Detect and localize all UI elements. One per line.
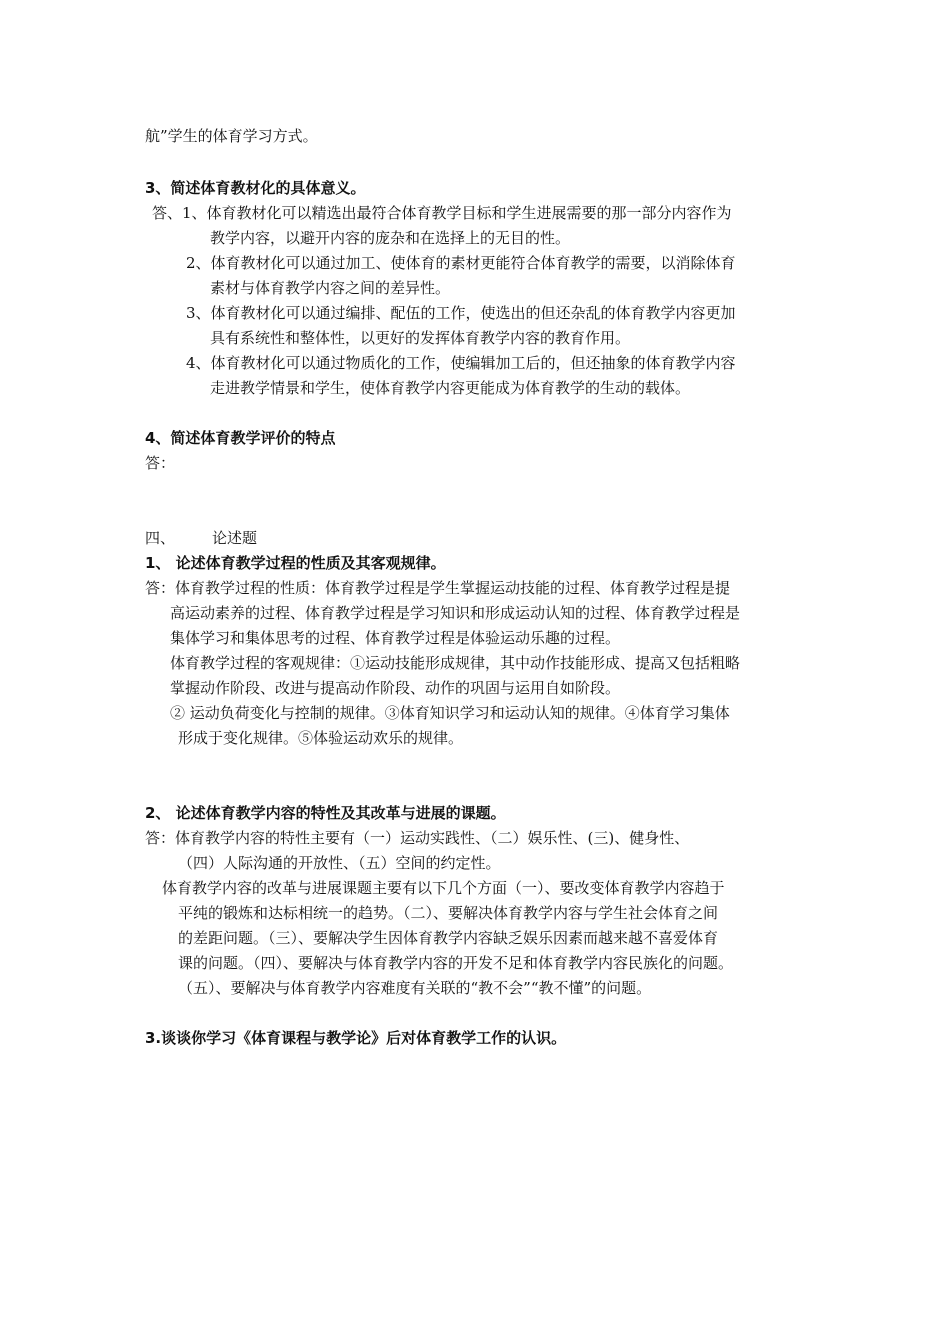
q3-item2-line1: 2、体育教材化可以通过加工、使体育的素材更能符合体育教学的需要，以消除体育 [186,254,736,272]
e2-line1: 答：体育教学内容的特性主要有（一）运动实践性、（二）娱乐性、(三)、健身性、 [145,829,690,847]
q3-item4-line2: 走进教学情景和学生，使体育教学内容更能成为体育教学的生动的载体。 [210,379,691,397]
e2-line5: 的差距问题。（三）、要解决学生因体育教学内容缺乏娱乐因素而越来越不喜爱体育 [178,929,719,947]
e1-line7: 形成于变化规律。⑤体验运动欢乐的规律。 [178,729,464,747]
e2-line2: （四）人际沟通的开放性、（五）空间的约定性。 [178,854,501,872]
e1-line6: ② 运动负荷变化与控制的规律。③体育知识学习和运动认知的规律。④体育学习集体 [170,704,730,722]
e2-line6: 课的问题。（四）、要解决与体育教学内容的开发不足和体育教学内容民族化的问题。 [178,954,734,972]
e3-title: 3.谈谈你学习《体育课程与教学论》后对体育教学工作的认识。 [145,1029,567,1047]
q3-item3-line1: 3、体育教材化可以通过编排、配伍的工作，使选出的但还杂乱的体育教学内容更加 [186,304,736,322]
q3-item3-line2: 具有系统性和整体性，以更好的发挥体育教学内容的教育作用。 [210,329,631,347]
e1-line4: 体育教学过程的客观规律：①运动技能形成规律，其中动作技能形成、提高又包括粗略 [170,654,741,672]
e2-line7: （五）、要解决与体育教学内容难度有关联的“教不会”“教不懂”的问题。 [178,979,652,997]
intro-line: 航”学生的体育学习方式。 [145,127,318,145]
q4-answer-label: 答： [145,454,176,472]
e1-line5: 掌握动作阶段、改进与提高动作阶段、动作的巩固与运用自如阶段。 [170,679,621,697]
q3-item4-line1: 4、体育教材化可以通过物质化的工作，使编辑加工后的，但还抽象的体育教学内容 [186,354,736,372]
e1-title: 1、 论述体育教学过程的性质及其客观规律。 [145,554,446,572]
q3-item2-line2: 素材与体育教学内容之间的差异性。 [210,279,451,297]
q4-title: 4、简述体育教学评价的特点 [145,429,336,447]
e1-line1: 答：体育教学过程的性质：体育教学过程是学生掌握运动技能的过程、体育教学过程是提 [145,579,731,597]
e2-line4: 平纯的锻炼和达标相统一的趋势。（二）、要解决体育教学内容与学生社会体育之间 [178,904,719,922]
section-number: 四、 [145,529,176,547]
e1-line2: 高运动素养的过程、体育教学过程是学习知识和形成运动认知的过程、体育教学过程是 [170,604,741,622]
section-title: 论述题 [212,529,258,547]
e2-title: 2、 论述体育教学内容的特性及其改革与进展的课题。 [145,804,506,822]
q3-item1-line1: 答、1、体育教材化可以精选出最符合体育教学目标和学生进展需要的那一部分内容作为 [152,204,732,222]
q3-title: 3、简述体育教材化的具体意义。 [145,179,366,197]
q3-item1-line2: 教学内容，以避开内容的庞杂和在选择上的无目的性。 [210,229,571,247]
e1-line3: 集体学习和集体思考的过程、体育教学过程是体验运动乐趣的过程。 [170,629,621,647]
e2-line3: 体育教学内容的改革与进展课题主要有以下几个方面（一）、要改变体育教学内容趋于 [162,879,725,897]
